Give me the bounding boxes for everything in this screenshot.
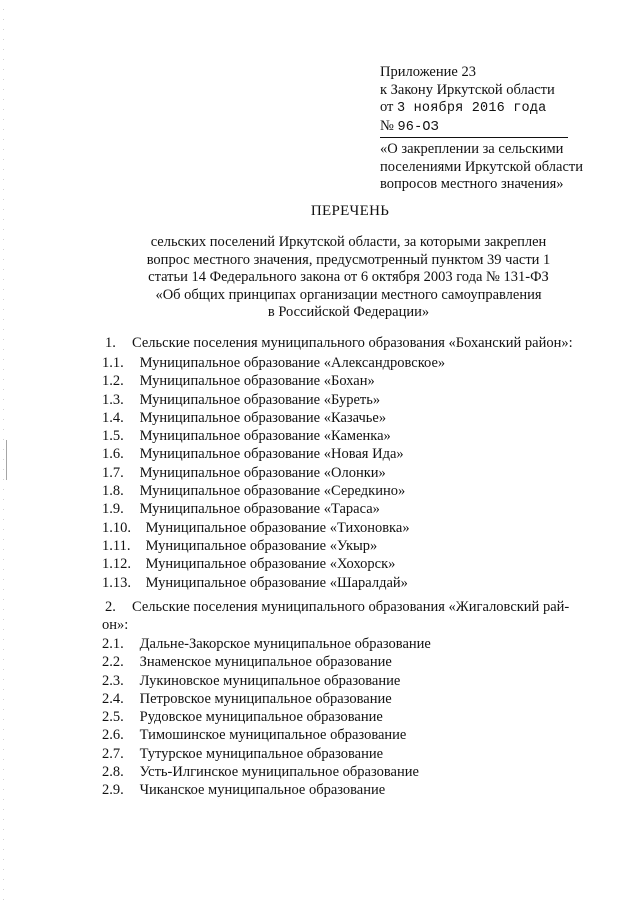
item-text: Чиканское муниципальное образование [139,782,386,799]
list-item [102,500,602,518]
settlement-list [102,635,602,800]
list-item [102,391,602,409]
list-item [102,427,602,445]
appendix-number-line [380,118,620,137]
appendix-number-prefix: № [380,117,394,134]
section-number: 1. [105,335,116,351]
list-item [102,555,602,573]
item-text: Тутурское муниципальное образование [139,745,384,762]
document-title: ПЕРЕЧЕНЬ [310,203,390,219]
list-item [102,354,602,372]
appendix-law-ref: к Закону Иркутской области [380,81,555,98]
section-heading-text: Сельские поселения муниципального образования «Боханский район»: [132,335,573,351]
item-number: 1.1. [102,355,124,371]
item-text: Усть-Илгинское муниципальное образование [139,764,419,781]
item-number: 2.8. [102,764,124,781]
item-text: Муниципальное образование «Олонки» [139,464,386,481]
item-text: Муниципальное образование «Бохан» [139,373,375,390]
appendix-law-title-1: «О закреплении за сельскими [380,141,564,157]
list-item [102,409,602,427]
item-number: 2.3. [102,672,124,689]
list-item [102,445,602,463]
list-item [102,372,602,390]
list-item [102,690,602,708]
item-text: Муниципальное образование «Шаралдай» [145,574,408,591]
item-text: Муниципальное образование «Середкино» [139,483,406,500]
appendix-header [380,64,620,194]
item-text: Муниципальное образование «Буреть» [139,391,381,408]
item-number: 1.3. [102,391,124,408]
appendix-number-value: 96-ОЗ [397,119,439,135]
list-item [102,781,602,799]
list-item [102,635,602,653]
item-number: 2.2. [102,654,124,671]
list-item [102,464,602,482]
list-item [102,482,602,500]
subtitle-line: сельских поселений Иркутской области, за которыми закреплен [150,234,547,250]
list-item [102,726,602,744]
item-text: Муниципальное образование «Казачье» [139,409,387,426]
item-number: 2.6. [102,727,124,744]
subtitle-line: в Российской Федерации» [267,304,430,321]
subtitle-line: статьи 14 Федерального закона от 6 октября 2003 года № 131-ФЗ [148,269,549,286]
item-number: 2.7. [102,745,124,762]
item-text: Муниципальное образование «Каменка» [139,428,391,445]
item-number: 1.4. [102,409,124,426]
scan-edge-mark [6,440,7,480]
item-number: 1.10. [102,519,131,536]
list-item [102,574,602,592]
list-item [102,763,602,781]
section-heading [102,598,602,634]
settlement-list [102,354,602,592]
list-item [102,653,602,671]
section-heading [102,334,602,352]
item-number: 2.5. [102,709,124,726]
item-text: Петровское муниципальное образование [139,690,392,707]
list-item [102,708,602,726]
item-text: Дальне-Закорское муниципальное образование [139,636,431,652]
item-number: 1.5. [102,428,124,445]
appendix-number: Приложение 23 [380,64,476,80]
section-zhigalovsky [102,598,602,800]
appendix-law-title-3: вопросов местного значения» [380,176,564,192]
item-text: Муниципальное образование «Тихоновка» [145,519,410,536]
item-number: 1.7. [102,464,124,481]
item-text: Муниципальное образование «Хохорск» [145,556,396,573]
item-text: Тимошинское муниципальное образование [139,727,407,744]
appendix-divider [380,137,568,138]
list-item [102,672,602,690]
item-text: Рудовское муниципальное образование [139,709,383,726]
item-number: 1.12. [102,556,131,573]
item-number: 1.11. [102,537,131,554]
section-bokhansky [102,334,602,592]
list-item [102,537,602,555]
item-number: 2.4. [102,690,124,707]
item-text: Муниципальное образование «Новая Ида» [139,446,404,463]
item-number: 2.1. [102,636,124,652]
list-item [102,519,602,537]
scan-edge-marks [3,0,4,905]
item-text: Знаменское муниципальное образование [139,654,392,671]
item-text: Лукиновское муниципальное образование [139,672,401,689]
item-number: 1.9. [102,501,124,518]
document-subtitle [96,234,601,322]
appendix-law-title-2: поселениями Иркутской области [380,158,584,175]
subtitle-line: вопрос местного значения, предусмотренный пунктом 39 части 1 [146,251,551,268]
item-text: Муниципальное образование «Тараса» [139,501,380,518]
item-number: 1.13. [102,574,131,591]
section-heading-text: Сельские поселения муниципального образования «Жигаловский рай- [132,599,570,615]
appendix-date-line [380,99,620,118]
item-number: 1.2. [102,373,124,390]
list-item [102,745,602,763]
appendix-date-value: 3 ноября 2016 года [397,101,547,116]
subtitle-line: «Об общих принципах организации местного самоуправления [155,286,542,303]
section-heading-continuation: он»: [102,617,129,633]
item-number: 1.6. [102,446,124,463]
item-number: 1.8. [102,483,124,500]
item-number: 2.9. [102,782,124,799]
item-text: Муниципальное образование «Укыр» [145,537,378,554]
item-text: Муниципальное образование «Александровское» [139,355,446,371]
appendix-date-prefix: от [380,99,394,115]
section-number: 2. [105,599,116,615]
